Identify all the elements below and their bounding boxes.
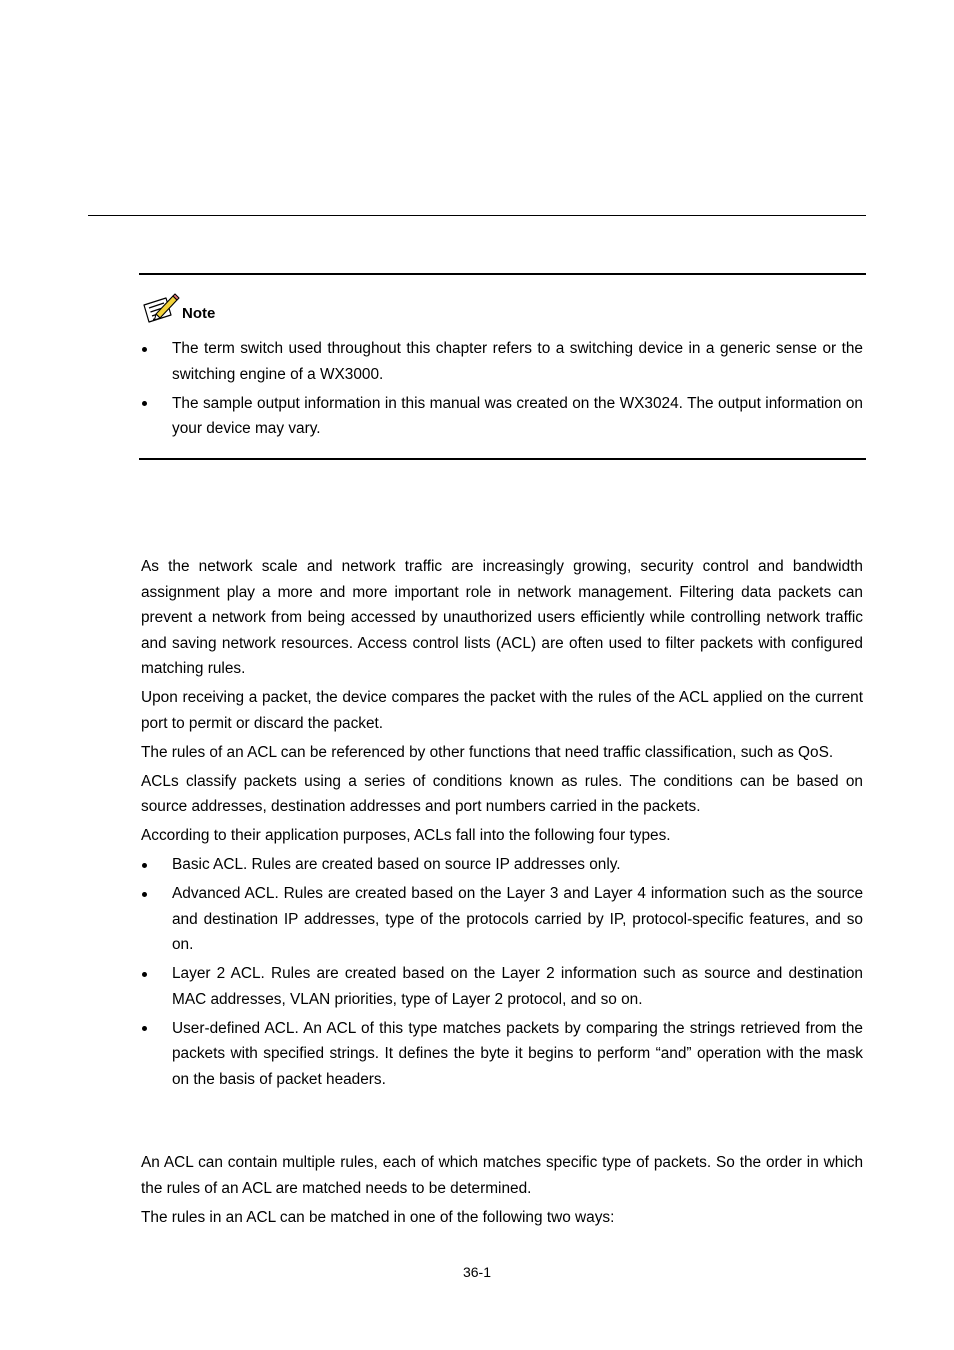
note-list <box>141 336 863 442</box>
note-label: Note <box>182 305 216 322</box>
list-item: Advanced ACL. Rules are created based on the Layer 3 and Layer 4 information such as the source and destination IP addresses, type of the protocols carried by IP, protocol-specific features, and so on. <box>141 881 863 958</box>
paragraph: As the network scale and network traffic are increasingly growing, security control and bandwidth assignment play a more and more important role in network management. Filtering data packets can prevent a network from being accessed by unauthorized users efficiently while controlling network traffic and saving network resources. Access control lists (ACL) are often used to filter packets with configured matching rules. <box>141 558 863 677</box>
paragraph: An ACL can contain multiple rules, each of which matches specific type of packets. So the order in which the rules of an ACL are matched needs to be determined. <box>141 1154 863 1197</box>
note-top-rule <box>139 273 866 275</box>
chapter-title-rule <box>88 215 866 216</box>
note-item: The term switch used throughout this chapter refers to a switching device in a generic sense or the switching engine of a WX3000. <box>141 336 863 387</box>
note-pencil-icon <box>142 292 180 324</box>
section-matching-order <box>141 1150 863 1230</box>
paragraph: ACLs classify packets using a series of conditions known as rules. The conditions can be based on source addresses, destination addresses and port numbers carried in the packets. <box>141 772 863 815</box>
paragraph: The rules in an ACL can be matched in one of the following two ways: <box>141 1208 615 1226</box>
section-overview <box>141 554 863 1092</box>
note-item: The sample output information in this manual was created on the WX3024. The output information on your device may vary. <box>141 391 863 442</box>
list-item: Layer 2 ACL. Rules are created based on the Layer 2 information such as source and destination MAC addresses, VLAN priorities, type of Layer 2 protocol, and so on. <box>141 961 863 1012</box>
paragraph: According to their application purposes, ACLs fall into the following four types. <box>141 827 671 844</box>
paragraph: The rules of an ACL can be referenced by other functions that need traffic classification, such as QoS. <box>141 743 834 761</box>
note-bottom-rule <box>139 458 866 460</box>
acl-types-list <box>141 852 863 1092</box>
page-number: 36-1 <box>462 1264 492 1280</box>
list-item: User-defined ACL. An ACL of this type matches packets by comparing the strings retrieved from the packets with specified strings. It defines the byte it begins to perform “and” operation with the mask on the basis of packet headers. <box>141 1016 863 1093</box>
paragraph: Upon receiving a packet, the device compares the packet with the rules of the ACL applied on the current port to permit or discard the packet. <box>141 689 863 732</box>
list-item: Basic ACL. Rules are created based on source IP addresses only. <box>141 852 863 878</box>
